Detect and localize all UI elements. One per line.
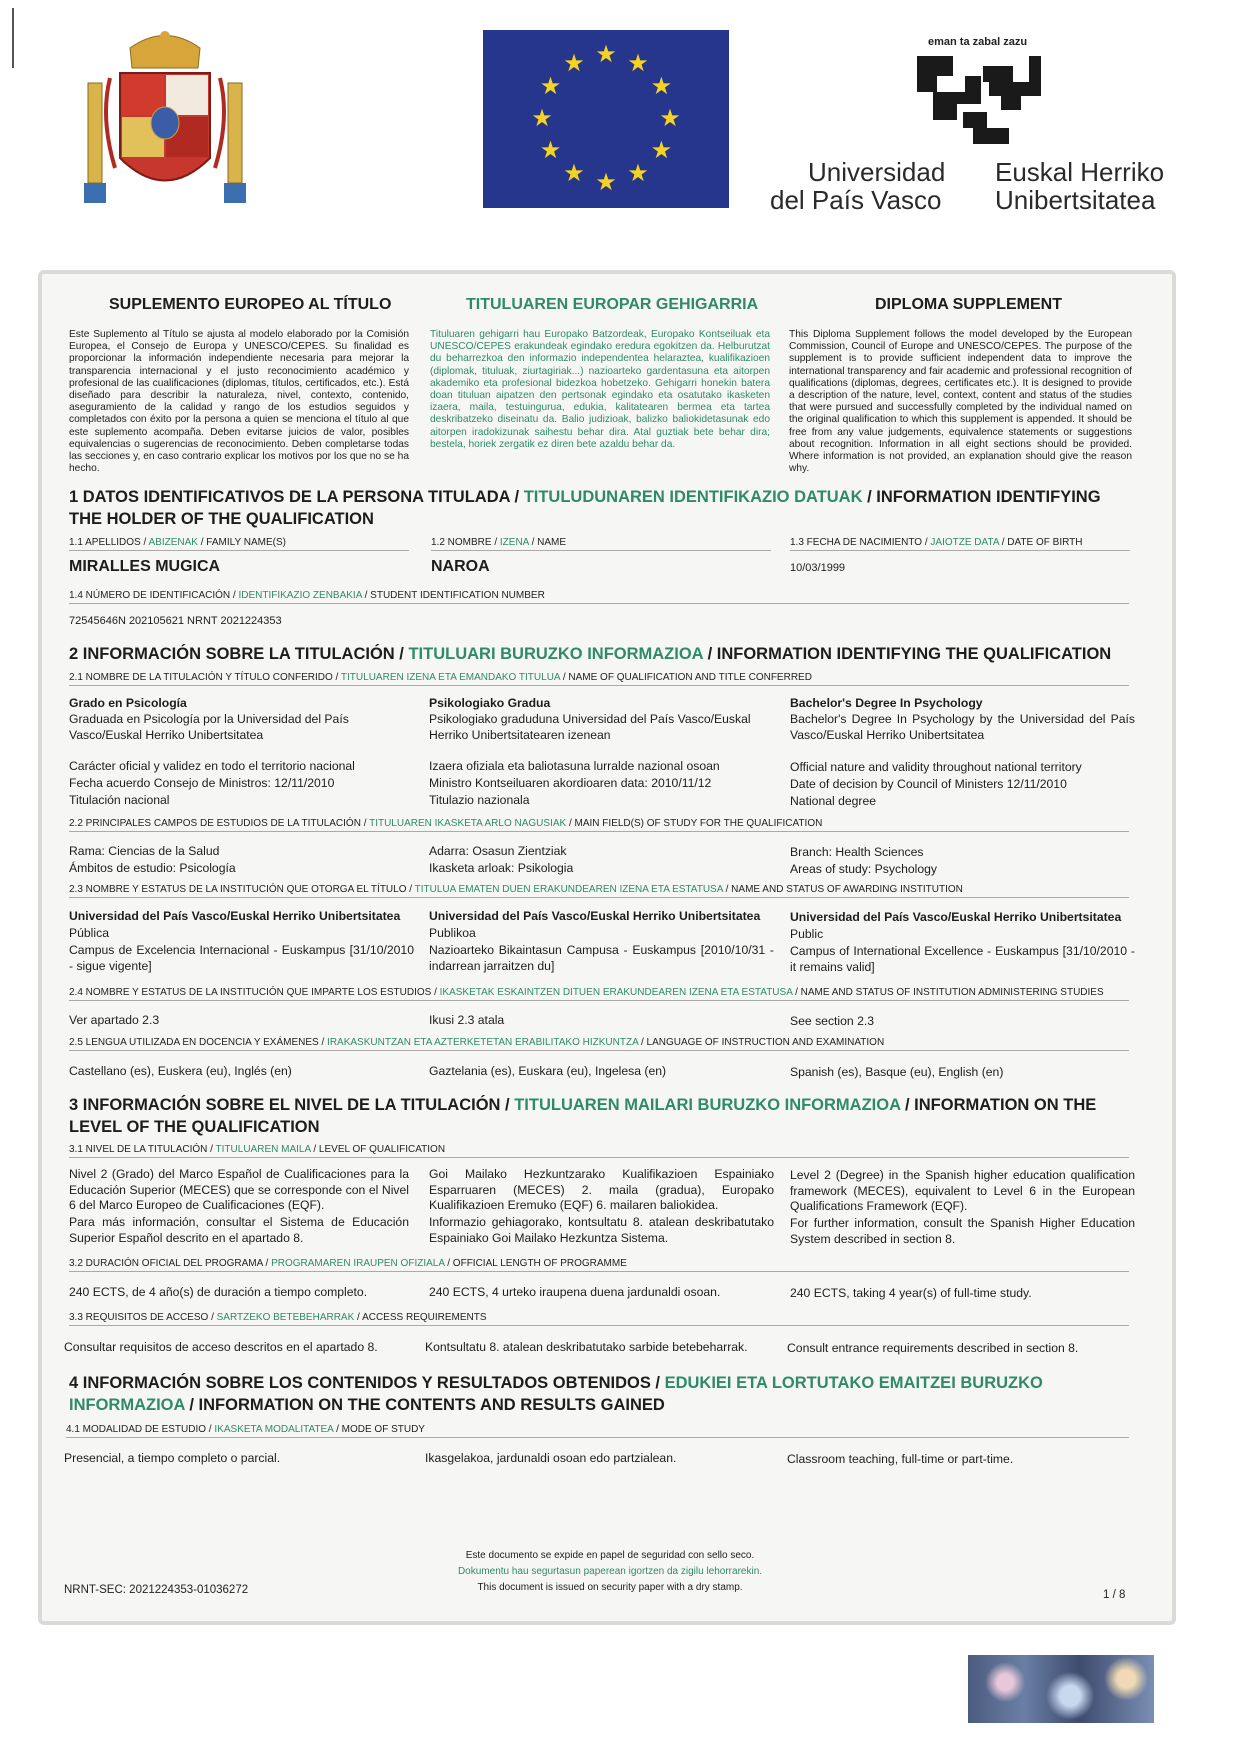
spain-coat-of-arms-icon <box>80 28 250 213</box>
eu-star-icon: ★ <box>539 73 562 100</box>
field-en-1: Branch: Health Sciences <box>790 845 924 859</box>
upv-name-eu-line2: Unibertsitatea <box>995 185 1156 215</box>
intro-text-basque: Tituluaren gehigarri hau Europako Batzordeak, Europako Kontseiluak eta UNESCO/CEPES erakundeak egindako eredura egokitzen da. Helburutzat du beharrezkoa den informazio independentea helaraztea, kualifikazioen (diplomak, tituluak, ziurtagiriak...) nazioarteko gardentasuna eta aitorpen akademiko eta profesional bidezkoa hobetzeko. Gehigarri honekin batera doan tituluan aipatzen den pertsonak egindako eta osatutako ikasketen izaera, maila, testuingurua, edukia, kalitatearen bermea eta tartea deskribatzeko diseinatu da. Balio judizioak, balizko baliokidetasunak edo aitorpen iradokizunak saihestu behar dira. Atal guztiak bete behar dira; bestela, horiek zergatik ez diren bete azaldu behar da. <box>430 329 770 450</box>
upv-name-es-line1: Universidad <box>808 157 946 187</box>
birth-date-value: 10/03/1999 <box>790 562 846 574</box>
f13-es: 1.3 FECHA DE NACIMIENTO / <box>790 537 931 548</box>
eu-star-icon: ★ <box>627 160 649 188</box>
field-1-2-label <box>431 537 771 551</box>
field-1-1-label <box>69 537 409 551</box>
eu-star-icon: ★ <box>650 73 673 100</box>
field-3-1-label <box>69 1144 1129 1158</box>
official-en-2: Date of decision by Council of Ministers 12/11/2010 <box>790 777 1067 791</box>
level-en: Level 2 (Degree) in the Spanish higher education qualification framework (MECES), equivalent to Level 6 in the European Qualifications Framework (EQF). <box>790 1168 1135 1213</box>
f13-eu: JAIOTZE DATA <box>930 537 999 548</box>
upv-name-eu-line1: Euskal Herriko <box>995 157 1165 187</box>
eu-star-icon: ★ <box>659 105 681 132</box>
intro-text-english: This Diploma Supplement follows the model developed by the European Commission, Council of Europe and UNESCO/CEPES. The purpose of the supplement is to provide sufficient independent data to improve the international transparency and fair academic and professional recognition of qualifications (diplomas, degrees, certificates etc.). It is designed to provide a description of the nature, level, context, content and status of the studies that were pursued and successfully completed by the individual named on the original qualification to which this supplement is appended. It should be free from any value judgements, equivalence statements or suggestions about recognition. Information in all eight sections should be provided. Where information is not provided, an explanation should give the reason why. <box>789 329 1132 475</box>
f31-es: 3.1 NIVEL DE LA TITULACIÓN / <box>69 1144 216 1155</box>
degree-es-desc: Graduada en Psicología por la Universidad del País Vasco/Euskal Herriko Unibertsitatea <box>69 712 349 742</box>
inst-eu-2: Publikoa <box>429 926 476 940</box>
access-en: Consult entrance requirements described in section 8. <box>787 1341 1079 1355</box>
eu-star-icon: ★ <box>563 49 585 77</box>
s3-title-en: / INFORMATION ON THE LEVEL OF THE QUALIFICATION <box>69 1096 1097 1136</box>
f25-es: 2.5 LENGUA UTILIZADA EN DOCENCIA Y EXÁMENES / <box>69 1037 328 1048</box>
s1-title-eu: TITULUDUNAREN IDENTIFIKAZIO DATUAK <box>523 488 863 506</box>
eu-star-icon: ★ <box>627 49 649 77</box>
level-en-2: For further information, consult the Spanish Higher Education System described in section 8. <box>790 1216 1135 1246</box>
field-2-2-label <box>69 818 1129 832</box>
upv-ehu-logo-icon <box>913 52 1045 150</box>
f31-eu: TITULUAREN MAILA <box>215 1144 311 1155</box>
section-1-heading <box>69 486 1129 530</box>
inst-es-3: Campus de Excelencia Internacional - Euskampus [31/10/2010 - sigue vigente] <box>69 943 414 973</box>
f24-es: 2.4 NOMBRE Y ESTATUS DE LA INSTITUCIÓN QUE IMPARTE LOS ESTUDIOS / <box>69 987 440 998</box>
section-2-heading <box>69 643 1129 665</box>
field-4-1-label <box>66 1424 1129 1438</box>
field-en-2: Areas of study: Psychology <box>790 862 937 876</box>
upv-name-spanish <box>770 158 945 214</box>
section-3-heading <box>69 1094 1129 1138</box>
f11-en: / FAMILY NAME(S) <box>197 537 286 548</box>
f22-eu: TITULUAREN IKASKETA ARLO NAGUSIAK <box>369 818 567 829</box>
lang-es: Castellano (es), Euskera (eu), Inglés (en) <box>69 1064 292 1078</box>
official-es-1: Carácter oficial y validez en todo el territorio nacional <box>69 759 355 773</box>
field-3-2-label <box>69 1258 1129 1272</box>
upv-name-es-line2: del País Vasco <box>770 185 942 215</box>
f21-es: 2.1 NOMBRE DE LA TITULACIÓN Y TÍTULO CONFERIDO / <box>69 672 341 683</box>
official-eu-2: Ministro Kontseiluaren akordioaren data: 2010/11/12 <box>429 776 712 790</box>
f25-en: / LANGUAGE OF INSTRUCTION AND EXAMINATION <box>638 1037 885 1048</box>
scan-mark <box>12 8 14 68</box>
degree-en: Bachelor's Degree In Psychology <box>790 696 983 710</box>
f14-en: / STUDENT IDENTIFICATION NUMBER <box>361 590 545 601</box>
f11-eu: ABIZENAK <box>148 537 198 548</box>
eu-star-icon: ★ <box>531 105 553 132</box>
footer-note-en: This document is issued on security paper with a dry stamp. <box>477 1582 743 1593</box>
level-eu: Goi Mailako Hezkuntzarako Kualifikazioen Espainiako Esparruaren (MECES) 2. maila (gradua), Europako Kualifikazioen Eremuko (EQF) 6. mailaren baliokidea. <box>429 1167 774 1212</box>
inst-en-2: Public <box>790 927 824 941</box>
f14-eu: IDENTIFIKAZIO ZENBAKIA <box>238 590 362 601</box>
inst-en-3: Campus of International Excellence - Euskampus [31/10/2010 - it remains valid] <box>790 944 1135 974</box>
field-eu-2: Ikasketa arloak: Psikologia <box>429 861 574 875</box>
field-es-2: Ámbitos de estudio: Psicología <box>69 861 236 875</box>
eu-star-icon: ★ <box>650 137 673 164</box>
f41-es: 4.1 MODALIDAD DE ESTUDIO / <box>66 1424 215 1435</box>
section-4-heading <box>69 1372 1129 1416</box>
level-eu-2: Informazio gehiagorako, kontsultatu 8. atalean deskribatutako Espainiako Goi Mailako Hezkuntza Sistema. <box>429 1215 774 1245</box>
field-1-4-label <box>69 590 1129 604</box>
family-name-value: MIRALLES MUGICA <box>69 558 221 575</box>
f32-es: 3.2 DURACIÓN OFICIAL DEL PROGRAMA / <box>69 1258 272 1269</box>
admin-es: Ver apartado 2.3 <box>69 1013 160 1027</box>
f14-es: 1.4 NÚMERO DE IDENTIFICACIÓN / <box>69 590 239 601</box>
f24-eu: IKASKETAK ESKAINTZEN DITUEN ERAKUNDEAREN IZENA ETA ESTATUSA <box>439 987 793 998</box>
f13-en: / DATE OF BIRTH <box>998 537 1083 548</box>
field-2-5-label <box>69 1037 1129 1051</box>
f41-eu: IKASKETA MODALITATEA <box>214 1424 334 1435</box>
id-number-value: 72545646N 202105621 NRNT 2021224353 <box>69 615 282 627</box>
inst-name-en: Universidad del País Vasco/Euskal Herriko Unibertsitatea <box>790 910 1122 924</box>
length-es: 240 ECTS, de 4 año(s) de duración a tiempo completo. <box>69 1285 368 1299</box>
access-eu: Kontsultatu 8. atalean deskribatutako sarbide betebeharrak. <box>425 1340 748 1354</box>
field-es-1: Rama: Ciencias de la Salud <box>69 844 220 858</box>
level-es-2: Para más información, consultar el Sistema de Educación Superior Español descrito en el apartado 8. <box>69 1215 409 1245</box>
f33-eu: SARTZEKO BETEBEHARRAK <box>216 1312 355 1323</box>
s4-title-eu: EDUKIEI ETA LORTUTAKO EMAITZEI BURUZKO INFORMAZIOA <box>69 1374 1043 1414</box>
f25-eu: IRAKASKUNTZAN ETA AZTERKETETAN ERABILITAKO HIZKUNTZA <box>327 1037 639 1048</box>
degree-eu-desc: Psikologiako graduduna Universidad del País Vasco/Euskal Herriko Unibertsitatearen izenean <box>429 712 751 742</box>
name-value: NAROA <box>431 558 490 575</box>
f41-en: / MODE OF STUDY <box>333 1424 425 1435</box>
mode-es: Presencial, a tiempo completo o parcial. <box>64 1451 281 1465</box>
admin-en: See section 2.3 <box>790 1014 875 1028</box>
f12-en: / NAME <box>528 537 567 548</box>
official-es-3: Titulación nacional <box>69 793 170 807</box>
f23-en: / NAME AND STATUS OF AWARDING INSTITUTION <box>722 884 963 895</box>
eu-star-icon: ★ <box>563 160 585 188</box>
s2-title-eu: TITULUARI BURUZKO INFORMAZIOA <box>408 645 703 663</box>
s2-title-es: 2 INFORMACIÓN SOBRE LA TITULACIÓN / <box>69 645 409 663</box>
inst-es-2: Pública <box>69 926 109 940</box>
f21-en: / NAME OF QUALIFICATION AND TITLE CONFERRED <box>560 672 812 683</box>
degree-es: Grado en Psicología <box>69 696 187 710</box>
page-number: 1 / 8 <box>1103 1589 1126 1601</box>
inst-name-eu: Universidad del País Vasco/Euskal Herriko Unibertsitatea <box>429 909 761 923</box>
s4-title-es: 4 INFORMACIÓN SOBRE LOS CONTENIDOS Y RESULTADOS OBTENIDOS / <box>69 1374 665 1392</box>
s3-title-eu: TITULUAREN MAILARI BURUZKO INFORMAZIOA <box>514 1096 901 1114</box>
f31-en: / LEVEL OF QUALIFICATION <box>310 1144 446 1155</box>
field-2-3-label <box>69 884 1129 898</box>
f32-en: / OFFICIAL LENGTH OF PROGRAMME <box>444 1258 627 1269</box>
mode-eu: Ikasgelakoa, jardunaldi osoan edo partzialean. <box>425 1451 677 1465</box>
field-1-3-label <box>790 537 1130 551</box>
official-eu-1: Izaera ofiziala eta baliotasuna lurralde nazional osoan <box>429 759 720 773</box>
f33-es: 3.3 REQUISITOS DE ACCESO / <box>69 1312 217 1323</box>
official-eu-3: Titulazio nazionala <box>429 793 530 807</box>
eu-star-icon: ★ <box>595 41 617 68</box>
lang-eu: Gaztelania (es), Euskara (eu), Ingelesa (en) <box>429 1064 667 1078</box>
mode-en: Classroom teaching, full-time or part-time. <box>787 1452 1014 1466</box>
intro-text-spanish: Este Suplemento al Título se ajusta al modelo elaborado por la Comisión Europea, el Consejo de Europa y UNESCO/CEPES. Su finalidad es proporcionar la información independiente necesaria para mejorar la transparencia internacional y el justo reconocimiento académico y profesional de las cualificaciones (diplomas, títulos, certificados, etc.). Está diseñado para describir la naturaleza, nivel, contexto, contenido, aseguramiento de la calidad y rango de los estudios seguidos y completados con éxito por la persona a quien se menciona el título al que este suplemento acompaña. Deben evitarse juicios de valor, posibles equivalencias o sugerencias de reconocimiento. Deben completarse todas las secciones y, en caso contrario explicar los motivos por los que no se ha hecho. <box>69 329 409 475</box>
f22-es: 2.2 PRINCIPALES CAMPOS DE ESTUDIOS DE LA TITULACIÓN / <box>69 818 370 829</box>
s3-title-es: 3 INFORMACIÓN SOBRE EL NIVEL DE LA TITULACIÓN / <box>69 1096 515 1114</box>
length-en: 240 ECTS, taking 4 year(s) of full-time study. <box>790 1286 1032 1300</box>
s1-title-en: / INFORMATION IDENTIFYING THE HOLDER OF THE QUALIFICATION <box>69 488 1101 528</box>
official-en-1: Official nature and validity throughout national territory <box>790 760 1082 774</box>
length-eu: 240 ECTS, 4 urteko iraupena duena jardunaldi osoan. <box>429 1285 721 1299</box>
f33-en: / ACCESS REQUIREMENTS <box>354 1312 487 1323</box>
level-es: Nivel 2 (Grado) del Marco Español de Cualificaciones para la Educación Superior (MECES) que se corresponde con el Nivel 6 del Marco Europeo de Cualificaciones (EQF). <box>69 1167 409 1212</box>
degree-en-desc: Bachelor's Degree In Psychology by the Universidad del País Vasco/Euskal Herriko Unibertsitatea <box>790 712 1135 742</box>
f11-es: 1.1 APELLIDOS / <box>69 537 149 548</box>
field-2-4-label <box>69 987 1129 1001</box>
admin-eu: Ikusi 2.3 atala <box>429 1013 505 1027</box>
upv-name-basque <box>995 158 1164 214</box>
lang-en: Spanish (es), Basque (eu), English (en) <box>790 1065 1004 1079</box>
f12-es: 1.2 NOMBRE / <box>431 537 500 548</box>
official-en-3: National degree <box>790 794 877 808</box>
inst-eu-3: Nazioarteko Bikaintasun Campusa - Euskampus [2010/10/31 - indarrean jarraitzen du] <box>429 943 774 973</box>
official-es-2: Fecha acuerdo Consejo de Ministros: 12/11/2010 <box>69 776 335 790</box>
upv-motto: eman ta zabal zazu <box>928 36 1028 48</box>
title-basque: TITULUAREN EUROPAR GEHIGARRIA <box>466 296 759 313</box>
footer-note-es: Este documento se expide en papel de seguridad con sello seco. <box>465 1550 755 1561</box>
f21-eu: TITULUAREN IZENA ETA EMANDAKO TITULUA <box>340 672 561 683</box>
f32-eu: PROGRAMAREN IRAUPEN OFIZIALA <box>271 1258 445 1269</box>
title-spanish: SUPLEMENTO EUROPEO AL TÍTULO <box>109 296 392 313</box>
s2-title-en: / INFORMATION IDENTIFYING THE QUALIFICATION <box>703 645 1112 663</box>
field-2-1-label <box>69 672 1129 686</box>
footer-note-eu: Dokumentu hau segurtasun paperean igortzen da zigilu lehorrarekin. <box>457 1566 763 1577</box>
field-eu-1: Adarra: Osasun Zientziak <box>429 844 567 858</box>
degree-eu: Psikologiako Gradua <box>429 696 551 710</box>
inst-name-es: Universidad del País Vasco/Euskal Herriko Unibertsitatea <box>69 909 401 923</box>
f23-es: 2.3 NOMBRE Y ESTATUS DE LA INSTITUCIÓN QUE OTORGA EL TÍTULO / <box>69 884 415 895</box>
f22-en: / MAIN FIELD(S) OF STUDY FOR THE QUALIFICATION <box>566 818 823 829</box>
eu-flag-icon <box>483 30 729 208</box>
eu-star-icon: ★ <box>539 137 562 164</box>
s4-title-en: / INFORMATION ON THE CONTENTS AND RESULTS GAINED <box>184 1396 665 1414</box>
access-es: Consultar requisitos de acceso descritos en el apartado 8. <box>64 1340 378 1354</box>
hologram-seal-icon <box>968 1655 1154 1723</box>
s1-title-es: 1 DATOS IDENTIFICATIVOS DE LA PERSONA TITULADA / <box>69 488 524 506</box>
eu-star-icon: ★ <box>595 169 617 196</box>
title-english: DIPLOMA SUPPLEMENT <box>875 296 1062 313</box>
field-3-3-label <box>69 1312 1129 1326</box>
f24-en: / NAME AND STATUS OF INSTITUTION ADMINISTERING STUDIES <box>792 987 1104 998</box>
security-reference: NRNT-SEC: 2021224353-01036272 <box>64 1584 249 1596</box>
f23-eu: TITULUA EMATEN DUEN ERAKUNDEAREN IZENA ETA ESTATUSA <box>414 884 723 895</box>
f12-eu: IZENA <box>499 537 529 548</box>
